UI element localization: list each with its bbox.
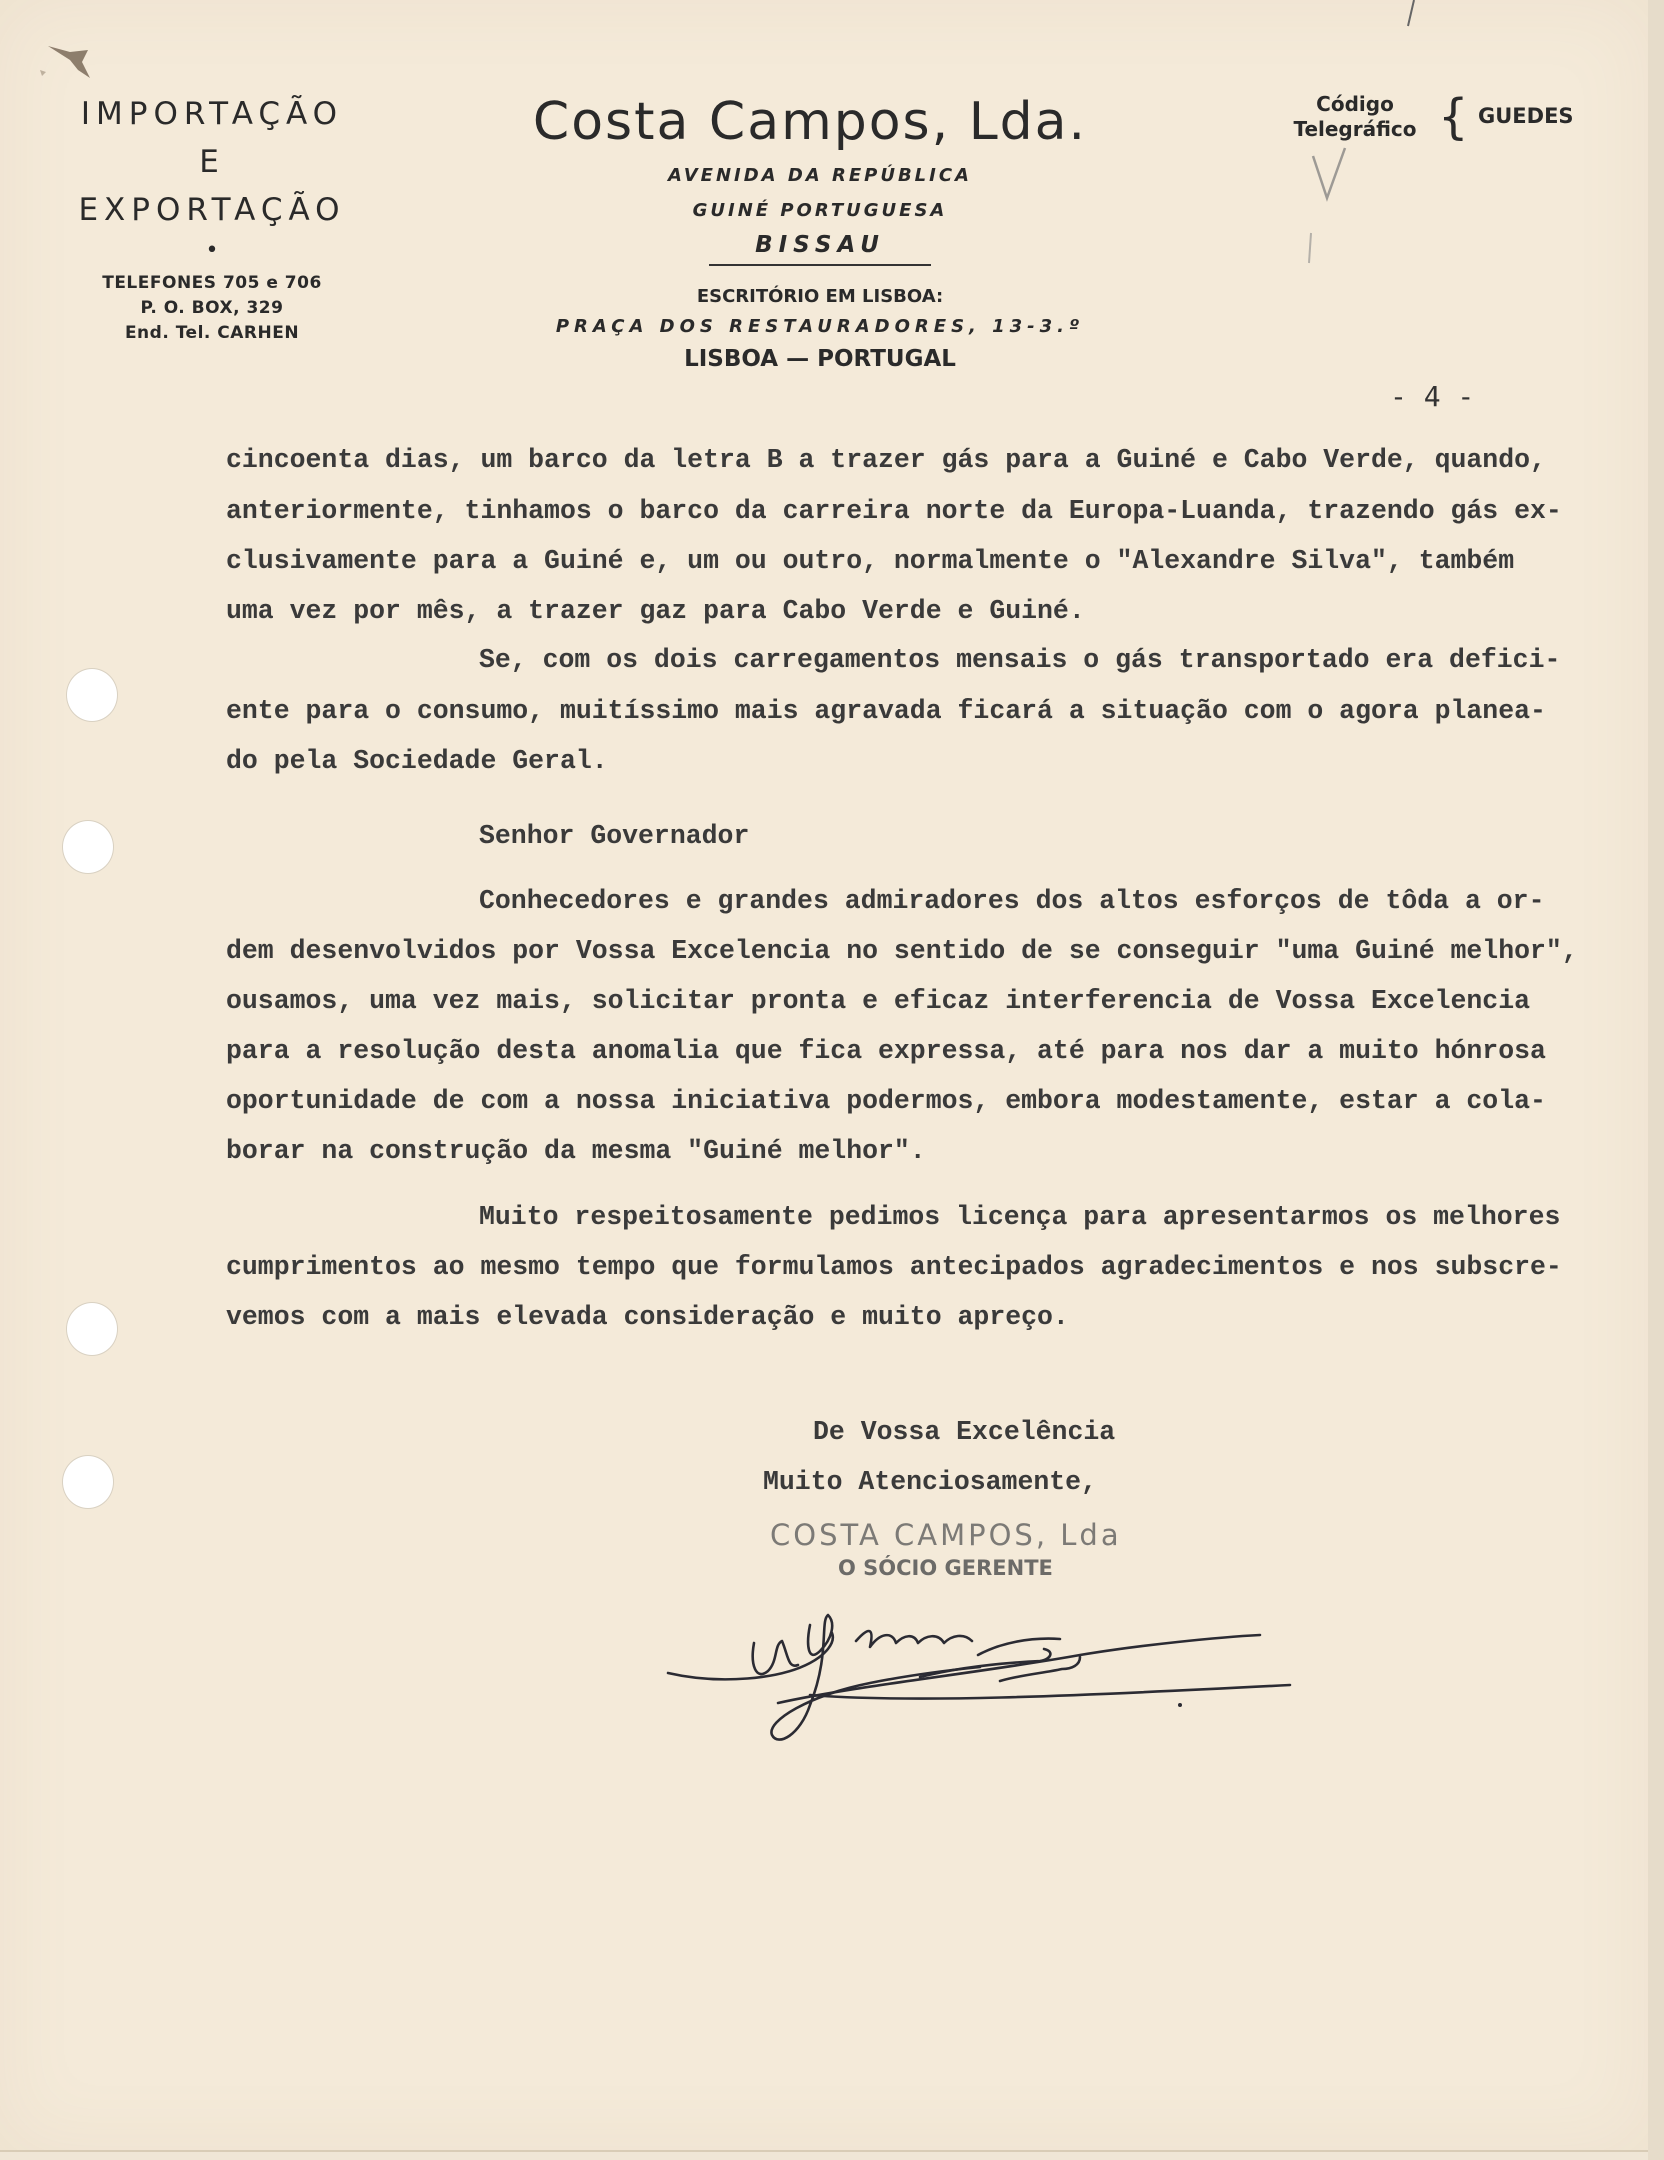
page-edge (1648, 0, 1664, 2160)
corner-tear-mark (30, 20, 110, 100)
handwritten-signature (660, 1585, 1300, 1755)
body-line: ousamos, uma vez mais, solicitar pronta e eficaz interferencia de Vossa Excelencia (226, 986, 1531, 1016)
body-line: clusivamente para a Guiné e, um ou outro, normalmente o "Alexandre Silva", também (226, 546, 1515, 576)
letterhead-company (520, 92, 1120, 376)
closing-line-2: Muito Atenciosamente, (763, 1467, 1097, 1497)
body-line: Se, com os dois carregamentos mensais o gás transportado era defici- (479, 645, 1561, 675)
contact-pobox: P. O. BOX, 329 (140, 298, 284, 318)
company-stamp: COSTA CAMPOS, Lda (770, 1518, 1122, 1552)
punch-hole (62, 1455, 114, 1509)
company-address-street: AVENIDA DA REPÚBLICA (668, 165, 972, 186)
code-label-line-2: Telegráfico (1293, 117, 1417, 141)
body-line: para a resolução desta anomalia que fica expressa, até para nos dar a muito hónrosa (226, 1036, 1546, 1066)
salutation: Senhor Governador (479, 821, 750, 851)
body-line: borar na construção da mesma "Guiné melhor". (226, 1136, 926, 1166)
curly-brace-icon: { (1438, 89, 1469, 145)
body-line: Muito respeitosamente pedimos licença para apresentarmos os melhores (479, 1202, 1561, 1232)
letterhead-business-type (62, 90, 362, 346)
body-line: anteriormente, tinhamos o barco da carreira norte da Europa-Luanda, trazendo gás ex- (226, 496, 1562, 526)
punch-hole (66, 1302, 118, 1356)
body-line: oportunidade de com a nossa iniciativa podermos, embora modestamente, estar a cola- (226, 1086, 1546, 1116)
telegraph-code-label (1290, 92, 1420, 142)
body-line: cumprimentos ao mesmo tempo que formulamos antecipados agradecimentos e nos subscre- (226, 1252, 1562, 1282)
punch-hole (62, 820, 114, 874)
punch-hole (66, 668, 118, 722)
code-label-line-1: Código (1316, 92, 1394, 116)
body-line: uma vez por mês, a trazer gaz para Cabo Verde e Guiné. (226, 596, 1085, 626)
company-name: Costa Campos, Lda. (532, 92, 1088, 152)
pencil-stroke-top (1400, 0, 1420, 30)
company-city: BISSAU (709, 228, 931, 266)
body-line: dem desenvolvidos por Vossa Excelencia no sentido de se conseguir "uma Guiné melhor", (226, 936, 1578, 966)
body-line: cincoenta dias, um barco da letra B a trazer gás para a Guiné e Cabo Verde, quando, (226, 445, 1546, 475)
business-line-2: EXPORTAÇÃO (78, 192, 346, 228)
telegraph-code-value: GUEDES (1478, 104, 1574, 128)
role-stamp: O SÓCIO GERENTE (838, 1556, 1053, 1580)
contact-phones: TELEFONES 705 e 706 (102, 273, 322, 293)
company-address-country: GUINÉ PORTUGUESA (692, 200, 948, 221)
business-line-1: IMPORTAÇÃO E (80, 96, 344, 180)
lisbon-office-heading: ESCRITÓRIO EM LISBOA: (696, 286, 944, 307)
lisbon-office-city: LISBOA — PORTUGAL (684, 346, 956, 372)
body-line: do pela Sociedade Geral. (226, 746, 608, 776)
contact-telegraph: End. Tel. CARHEN (124, 323, 300, 343)
page-number: - 4 - (1390, 380, 1475, 413)
separator-dot: • (205, 238, 219, 263)
pencil-check-mark (1305, 138, 1365, 268)
body-line: Conhecedores e grandes admiradores dos altos esforços de tôda a or- (479, 886, 1545, 916)
body-line: vemos com a mais elevada consideração e muito apreço. (226, 1302, 1069, 1332)
body-line: ente para o consumo, muitíssimo mais agravada ficará a situação com o agora planea- (226, 696, 1546, 726)
closing-line-1: De Vossa Excelência (813, 1417, 1116, 1447)
lisbon-office-address: PRAÇA DOS RESTAURADORES, 13-3.º (555, 316, 1085, 337)
